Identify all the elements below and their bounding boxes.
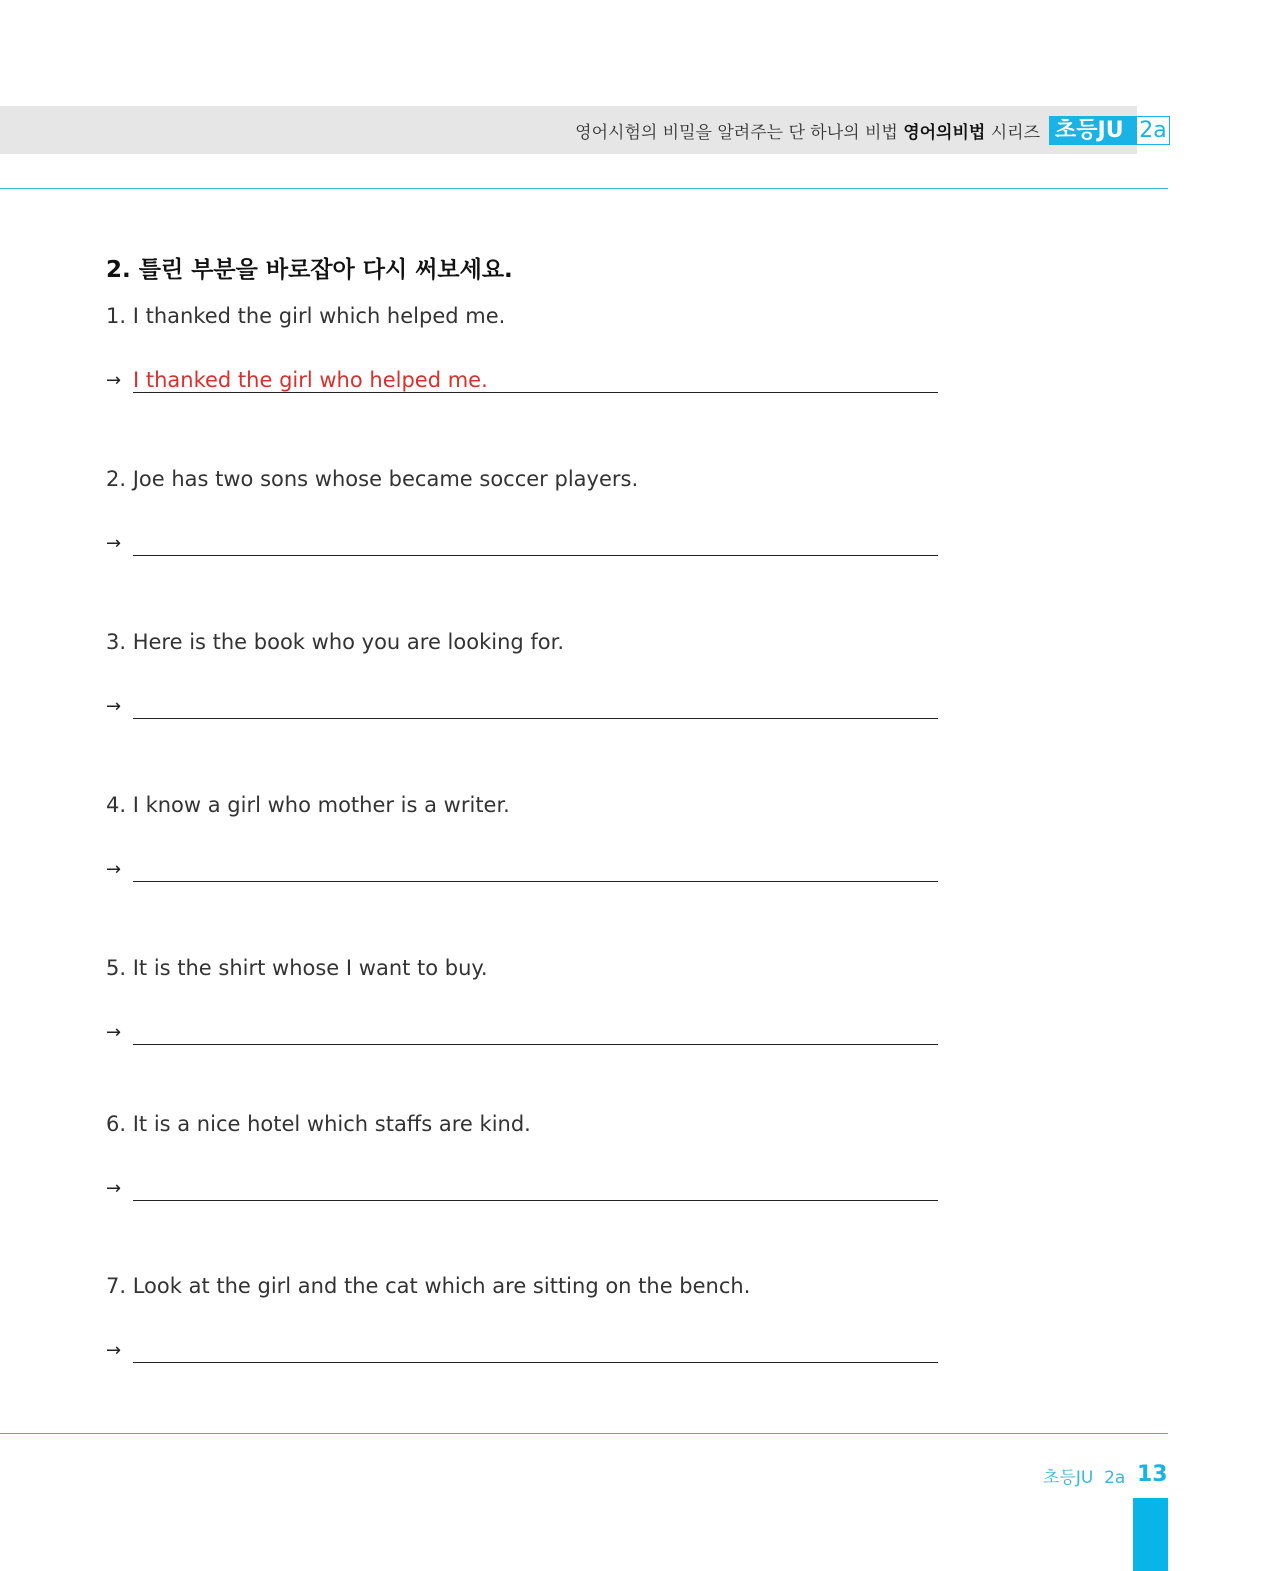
question-2: 2. Joe has two sons whose became soccer players. <box>106 467 639 491</box>
arrow-icon: → <box>106 1340 122 1361</box>
series-title-prefix: 영어시험의 비밀을 알려주는 단 하나의 비법 <box>575 123 904 143</box>
arrow-icon: → <box>106 859 122 880</box>
series-title-bold: 영어의비법 <box>903 123 986 143</box>
brand-main: 초등JU <box>1049 116 1136 145</box>
arrow-icon: → <box>106 533 122 554</box>
question-3: 3. Here is the book who you are looking for. <box>106 630 565 654</box>
footer-accent-bar <box>1133 1498 1168 1571</box>
answer-line-2 <box>133 555 938 556</box>
answer-line-5 <box>133 1044 938 1045</box>
arrow-icon: → <box>106 1022 122 1043</box>
question-4: 4. I know a girl who mother is a writer. <box>106 793 510 817</box>
answer-line-4 <box>133 881 938 882</box>
brand-sub: 2a <box>1136 116 1170 145</box>
answer-line-6 <box>133 1200 938 1201</box>
series-title <box>575 118 1040 143</box>
series-title-suffix: 시리즈 <box>985 123 1040 143</box>
section-title: 2. 틀린 부분을 바로잡아 다시 써보세요. <box>106 257 513 283</box>
page-number: 13 <box>1137 1462 1168 1487</box>
answer-line-7 <box>133 1362 938 1363</box>
arrow-icon: → <box>106 696 122 717</box>
footer-rule <box>0 1433 1168 1434</box>
question-7: 7. Look at the girl and the cat which are sitting on the bench. <box>106 1274 751 1298</box>
question-1: 1. I thanked the girl which helped me. <box>106 304 506 328</box>
footer-label: 초등JU 2a <box>1043 1468 1126 1488</box>
header-rule <box>0 188 1168 189</box>
question-5: 5. It is the shirt whose I want to buy. <box>106 956 488 980</box>
arrow-icon: → <box>106 1178 122 1199</box>
arrow-icon: → <box>106 370 122 391</box>
answer-line-3 <box>133 718 938 719</box>
question-6: 6. It is a nice hotel which staffs are kind. <box>106 1112 531 1136</box>
answer-line-1 <box>133 392 938 393</box>
answer-1[interactable]: I thanked the girl who helped me. <box>133 368 488 392</box>
brand-logo <box>1049 116 1170 145</box>
